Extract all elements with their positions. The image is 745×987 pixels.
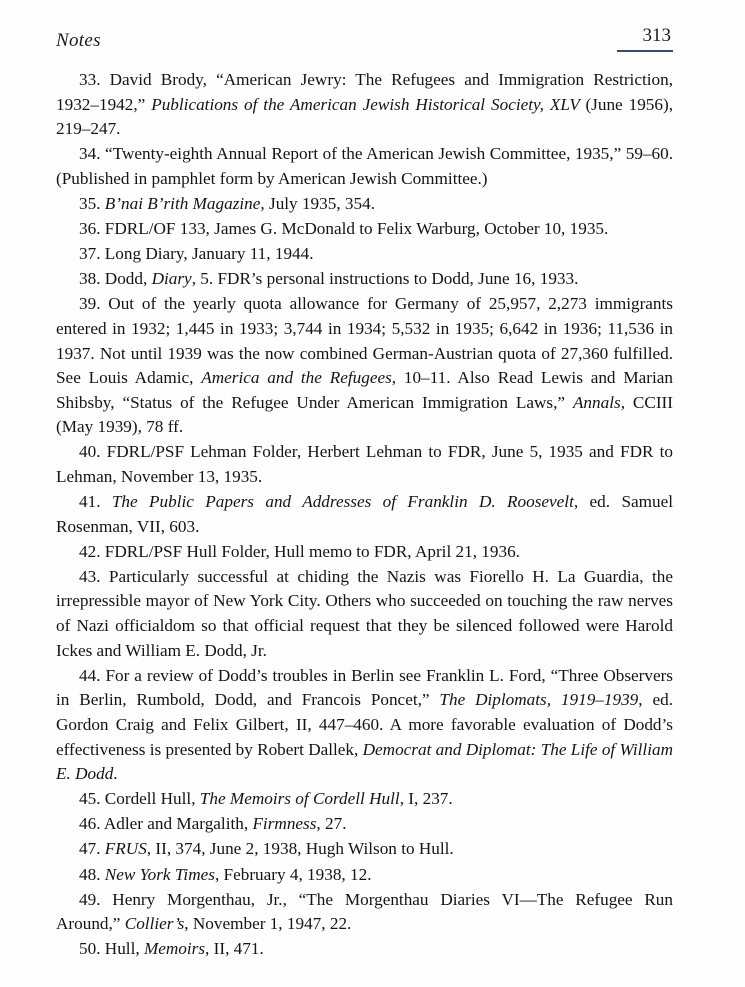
note-entry — [56, 292, 673, 440]
note-entry — [56, 565, 673, 663]
note-text: 36. FDRL/OF 133, James G. McDonald to Felix Warburg, October 10, 1935. — [79, 219, 609, 239]
note-entry — [56, 787, 673, 812]
note-text: , ed. Gordon Craig and Felix Gilbert, II, 447–460. A more favorable evaluation of Dodd’s effectiveness is presented by Robert Dallek, — [56, 690, 673, 759]
note-title-italic: FRUS — [104, 839, 147, 859]
note-text: , July 1935, 354. — [260, 193, 375, 213]
note-text: . — [113, 764, 118, 784]
note-entry — [56, 242, 673, 267]
note-text: 37. Long Diary, January 11, 1944. — [79, 244, 314, 264]
note-text: , 5. FDR’s personal instructions to Dodd, June 16, 1933. — [191, 269, 579, 289]
note-title-italic: The Public Papers and Addresses of Franklin D. Roosevelt — [111, 492, 574, 512]
note-title-italic: Firmness — [252, 814, 317, 834]
note-text: , 27. — [316, 814, 347, 834]
note-entry — [56, 440, 673, 489]
note-title-italic: Memoirs — [143, 939, 206, 959]
note-title-italic: Annals — [572, 392, 621, 412]
note-text: 33. David Brody, “American Jewry: The Refugees and Immigration Restriction, 1932–1942,” — [56, 70, 673, 114]
header-rule — [617, 50, 673, 52]
note-entry — [56, 267, 673, 292]
note-title-italic: Diary — [151, 269, 192, 289]
note-text: 42. FDRL/PSF Hull Folder, Hull memo to FDR, April 21, 1936. — [79, 541, 520, 561]
note-entry — [56, 192, 673, 217]
note-title-italic: The Memoirs of Cordell Hull — [199, 789, 400, 809]
note-text: , II, 471. — [205, 939, 264, 959]
running-head — [56, 18, 673, 52]
note-text: 35. — [79, 193, 105, 213]
note-entry — [56, 863, 673, 888]
page-number: 313 — [642, 25, 671, 47]
note-text: , II, 374, June 2, 1938, Hugh Wilson to Hull. — [146, 839, 454, 859]
running-head-title: Notes — [56, 30, 101, 51]
note-text: , 10–11. Also Read Lewis and Marian Shibsby, “Status of the Refugee Under American Immigration Laws,” — [56, 368, 673, 412]
note-entry — [56, 837, 673, 862]
note-text: 46. Adler and Margalith, — [79, 814, 253, 834]
note-text: 48. — [79, 864, 105, 884]
note-entry — [56, 217, 673, 242]
note-entry — [56, 937, 673, 962]
note-text: 50. Hull, — [79, 939, 144, 959]
note-entry — [56, 142, 673, 191]
note-title-italic: Publications of the American Jewish Historical Society, XLV — [151, 94, 586, 114]
note-title-italic: The Diplomats, 1919–1939 — [439, 690, 639, 710]
note-text: 38. Dodd, — [79, 269, 152, 289]
note-text: , CCIII (May 1939), 78 ff. — [56, 392, 674, 437]
note-text: , I, 237. — [399, 789, 453, 809]
note-text: 45. Cordell Hull, — [79, 789, 200, 809]
note-text: , ed. Samuel Rosenman, VII, 603. — [56, 492, 673, 536]
note-entry — [56, 490, 673, 539]
note-text: 34. “Twenty-eighth Annual Report of the American Jewish Committee, 1935,” 59–60. (Published in pamphlet form by American Jewish Committee.) — [56, 144, 673, 188]
note-title-italic: America and the Refugees — [201, 368, 392, 388]
note-text: , February 4, 1938, 12. — [214, 864, 372, 884]
note-text: 41. — [79, 492, 112, 512]
note-text: 39. Out of the yearly quota allowance for Germany of 25,957, 2,273 immigrants entered in 1932; 1,445 in 1933; 3,744 in 1934; 5,532 in 1935; 6,642 in 1936; 11,536 in 1937. Not until 1939 was the now combined German-Austrian quota of 27,360 fulfilled. See Louis Adamic, — [56, 294, 673, 388]
note-text: , November 1, 1947, 22. — [184, 914, 352, 934]
note-entry — [56, 888, 673, 937]
notes-list — [56, 68, 673, 962]
note-text: (June 1956), 219–247. — [56, 94, 674, 139]
note-text: 47. — [79, 839, 105, 859]
note-title-italic: Democrat and Diplomat: The Life of William E. Dodd — [56, 739, 673, 784]
note-entry — [56, 664, 673, 787]
note-entry — [56, 812, 673, 837]
note-text: 43. Particularly successful at chiding the Nazis was Fiorello H. La Guardia, the irrepressible mayor of New York City. Others who succeeded on touching the raw nerves of Nazi officialdom so that official request that they be silenced followed were Harold Ickes and William E. Dodd, Jr. — [56, 566, 673, 660]
note-text: 44. For a review of Dodd’s troubles in Berlin see Franklin L. Ford, “Three Observers in Berlin, Rumbold, Dodd, and Francois Poncet,” — [56, 665, 673, 710]
note-entry — [56, 68, 673, 142]
note-title-italic: B’nai B’rith Magazine — [104, 193, 261, 213]
note-entry — [56, 540, 673, 565]
note-title-italic: Collier’s — [124, 914, 185, 934]
note-text: 49. Henry Morgenthau, Jr., “The Morgenthau Diaries VI—The Refugee Run Around,” — [56, 889, 673, 934]
note-text: 40. FDRL/PSF Lehman Folder, Herbert Lehman to FDR, June 5, 1935 and FDR to Lehman, November 13, 1935. — [56, 442, 673, 486]
note-title-italic: New York Times — [104, 864, 215, 884]
